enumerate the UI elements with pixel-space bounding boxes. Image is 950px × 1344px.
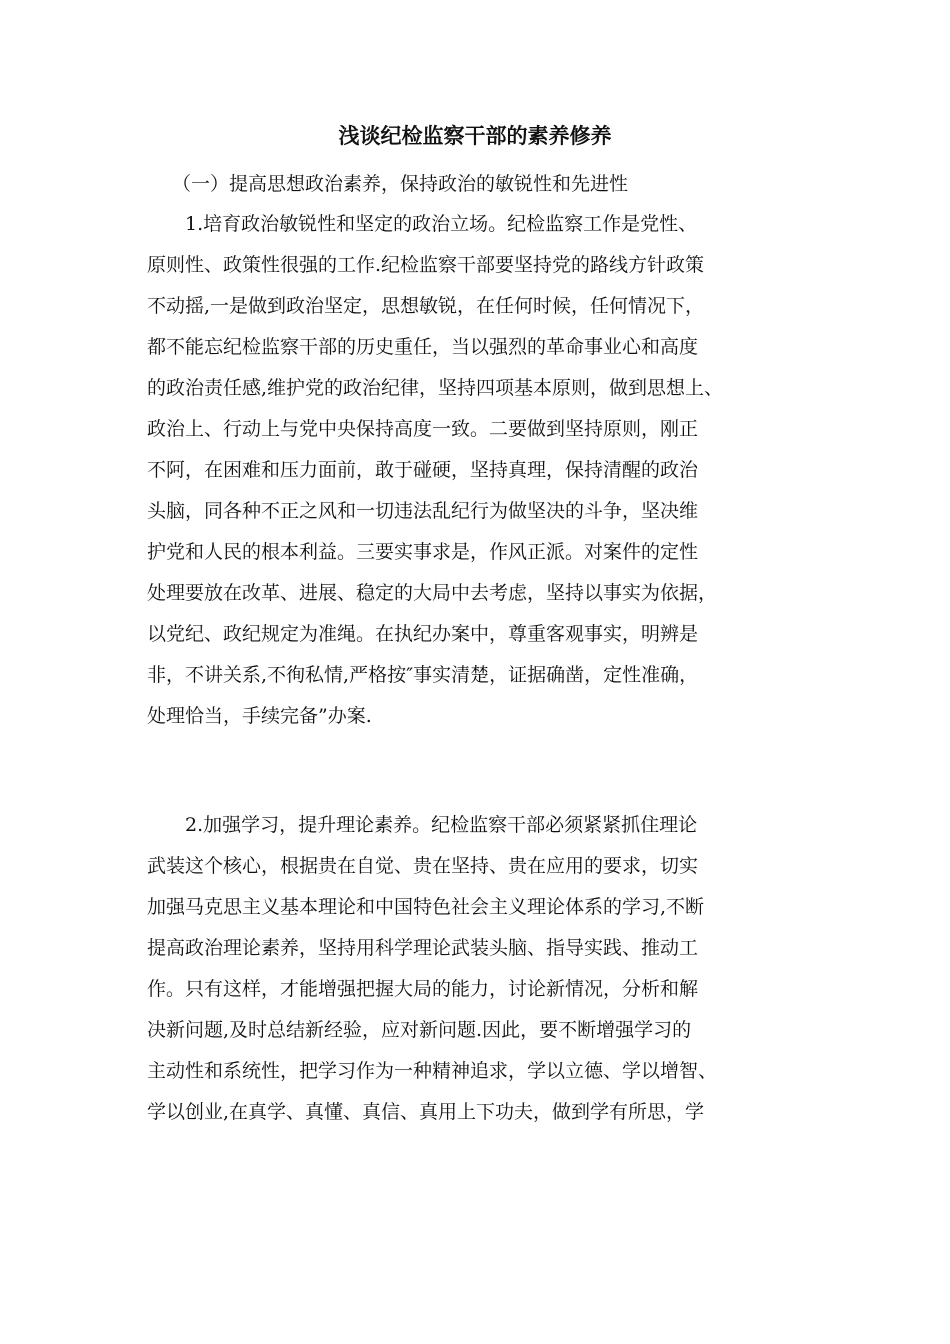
paragraph-line: 的政治责任感,维护党的政治纪律，坚持四项基本原则，做到思想上、 — [147, 377, 724, 399]
paragraph-line: 不阿，在困难和压力面前，敢于碰硬，坚持真理，保持清醒的政治 — [147, 459, 699, 481]
paragraph-line: 学以创业,在真学、真懂、真信、真用上下功夫，做到学有所思，学 — [147, 1101, 705, 1123]
paragraph-line: 都不能忘纪检监察干部的历史重任，当以强烈的革命事业心和高度 — [147, 336, 699, 358]
paragraph-line: 处理恰当，手续完备”办案. — [147, 705, 372, 727]
paragraph-line: 不动摇,一是做到政治坚定，思想敏锐，在任何时候，任何情况下， — [147, 295, 705, 317]
paragraph-2 — [147, 805, 827, 1133]
paragraph-1 — [147, 204, 827, 737]
document-title: 浅谈纪检监察干部的素养修养 — [338, 124, 612, 148]
paragraph-line: 提高政治理论素养，坚持用科学理论武装头脑、指导实践、推动工 — [147, 937, 699, 959]
paragraph-line: 护党和人民的根本利益。三要实事求是，作风正派。对案件的定性 — [147, 541, 699, 563]
paragraph-line: 非，不讲关系,不徇私情,严格按″事实清楚，证据确凿，定性准确， — [147, 664, 699, 686]
paragraph-line: 以党纪、政纪规定为准绳。在执纪办案中，尊重客观事实，明辨是 — [147, 623, 699, 645]
paragraph-line: 处理要放在改革、进展、稳定的大局中去考虑，坚持以事实为依据， — [147, 582, 718, 604]
paragraph-line: 主动性和系统性，把学习作为一种精神追求，学以立德、学以增智、 — [147, 1060, 718, 1082]
paragraph-line: 1.培育政治敏锐性和坚定的政治立场。纪检监察工作是党性、 — [185, 213, 698, 235]
paragraph-line: 决新问题,及时总结新经验，应对新问题.因此，要不断增强学习的 — [147, 1019, 692, 1041]
paragraph-line: 原则性、政策性很强的工作.纪检监察干部要坚持党的路线方针政策 — [147, 254, 705, 276]
paragraph-line: 加强马克思主义基本理论和中国特色社会主义理论体系的学习,不断 — [147, 896, 705, 918]
paragraph-line: 政治上、行动上与党中央保持高度一致。二要做到坚持原则，刚正 — [147, 418, 699, 440]
section-heading: （一）提高思想政治素养，保持政治的敏锐性和先进性 — [172, 173, 629, 195]
paragraph-line: 作。只有这样，才能增强把握大局的能力，讨论新情况，分析和解 — [147, 978, 699, 1000]
paragraph-line: 2.加强学习，提升理论素养。纪检监察干部必须紧紧抓住理论 — [185, 814, 698, 836]
paragraph-line: 武装这个核心，根据贵在自觉、贵在坚持、贵在应用的要求，切实 — [147, 855, 699, 877]
paragraph-line: 头脑，同各种不正之风和一切违法乱纪行为做坚决的斗争，坚决维 — [147, 500, 699, 522]
